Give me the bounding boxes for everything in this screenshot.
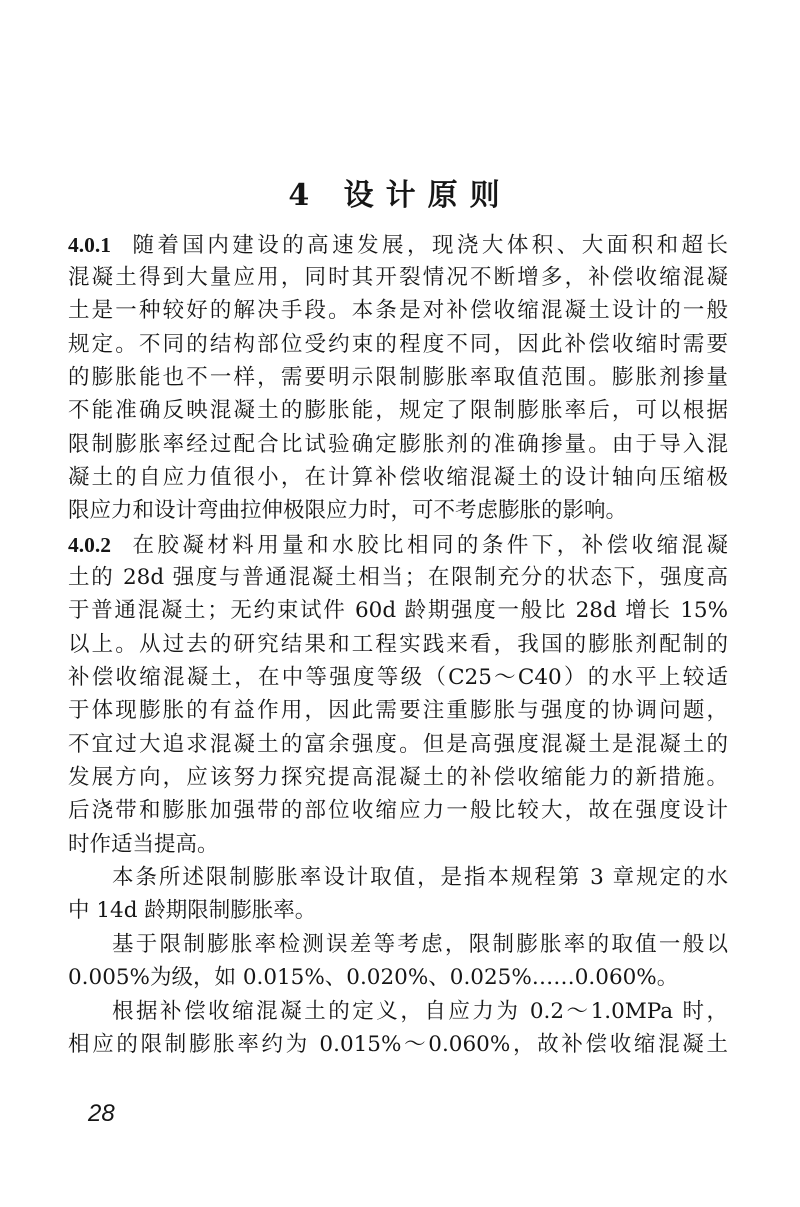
text-line: 相应的限制膨胀率约为 0.015%～0.060%，故补偿收缩混凝土 [68, 1032, 728, 1057]
text: 在胶凝材料用量和水胶比相同的条件下，补偿收缩混凝 [129, 533, 728, 558]
text-line: 0.005%为级，如 0.015%、0.020%、0.025%……0.060%。 [68, 965, 679, 990]
text-line [68, 230, 728, 261]
text-line: 后浇带和膨胀加强带的部位收缩应力一般比较大，故在强度设计 [68, 798, 728, 823]
text-line: 补偿收缩混凝土，在中等强度等级（C25～C40）的水平上较适 [68, 665, 728, 690]
text-line: 混凝土得到大量应用，同时其开裂情况不断增多，补偿收缩混凝 [68, 265, 728, 290]
text-line: 土的 28d 强度与普通混凝土相当；在限制充分的状态下，强度高 [68, 565, 728, 590]
text-line: 不能准确反映混凝土的膨胀能，规定了限制膨胀率后，可以根据 [68, 398, 728, 423]
text-line: 基于限制膨胀率检测误差等考虑，限制膨胀率的取值一般以 [112, 932, 728, 957]
text-line: 限应力和设计弯曲拉伸极限应力时，可不考虑膨胀的影响。 [68, 498, 628, 523]
text-line: 本条所述限制膨胀率设计取值，是指本规程第 3 章规定的水 [112, 865, 728, 890]
page-number: 28 [88, 1100, 115, 1127]
clause-number: 4.0.2 [68, 533, 111, 557]
text-line: 的膨胀能也不一样，需要明示限制膨胀率取值范围。膨胀剂掺量 [68, 365, 728, 390]
text-line: 于体现膨胀的有益作用，因此需要注重膨胀与强度的协调问题， [68, 698, 728, 723]
text-line: 规定。不同的结构部位受约束的程度不同，因此补偿收缩时需要 [68, 332, 728, 357]
text-line: 土是一种较好的解决手段。本条是对补偿收缩混凝土设计的一般 [68, 298, 728, 323]
chapter-title: 4 设计原则 [288, 178, 512, 213]
text-line: 限制膨胀率经过配合比试验确定膨胀剂的准确掺量。由于导入混 [68, 432, 728, 457]
text-line [68, 530, 728, 561]
text-line: 于普通混凝土；无约束试件 60d 龄期强度一般比 28d 增长 15% [68, 598, 728, 623]
text-line: 根据补偿收缩混凝土的定义，自应力为 0.2～1.0MPa 时， [112, 999, 728, 1024]
text-line: 凝土的自应力值很小，在计算补偿收缩混凝土的设计轴向压缩极 [68, 465, 728, 490]
text-line: 中 14d 龄期限制膨胀率。 [68, 898, 317, 923]
text-line: 时作适当提高。 [68, 832, 219, 857]
text-line: 不宜过大追求混凝土的富余强度。但是高强度混凝土是混凝土的 [68, 732, 728, 757]
clause-number: 4.0.1 [68, 233, 111, 257]
text-line: 以上。从过去的研究结果和工程实践来看，我国的膨胀剂配制的 [68, 632, 728, 657]
text-line: 发展方向，应该努力探究提高混凝土的补偿收缩能力的新措施。 [68, 765, 728, 790]
text: 随着国内建设的高速发展，现浇大体积、大面积和超长 [129, 233, 728, 258]
